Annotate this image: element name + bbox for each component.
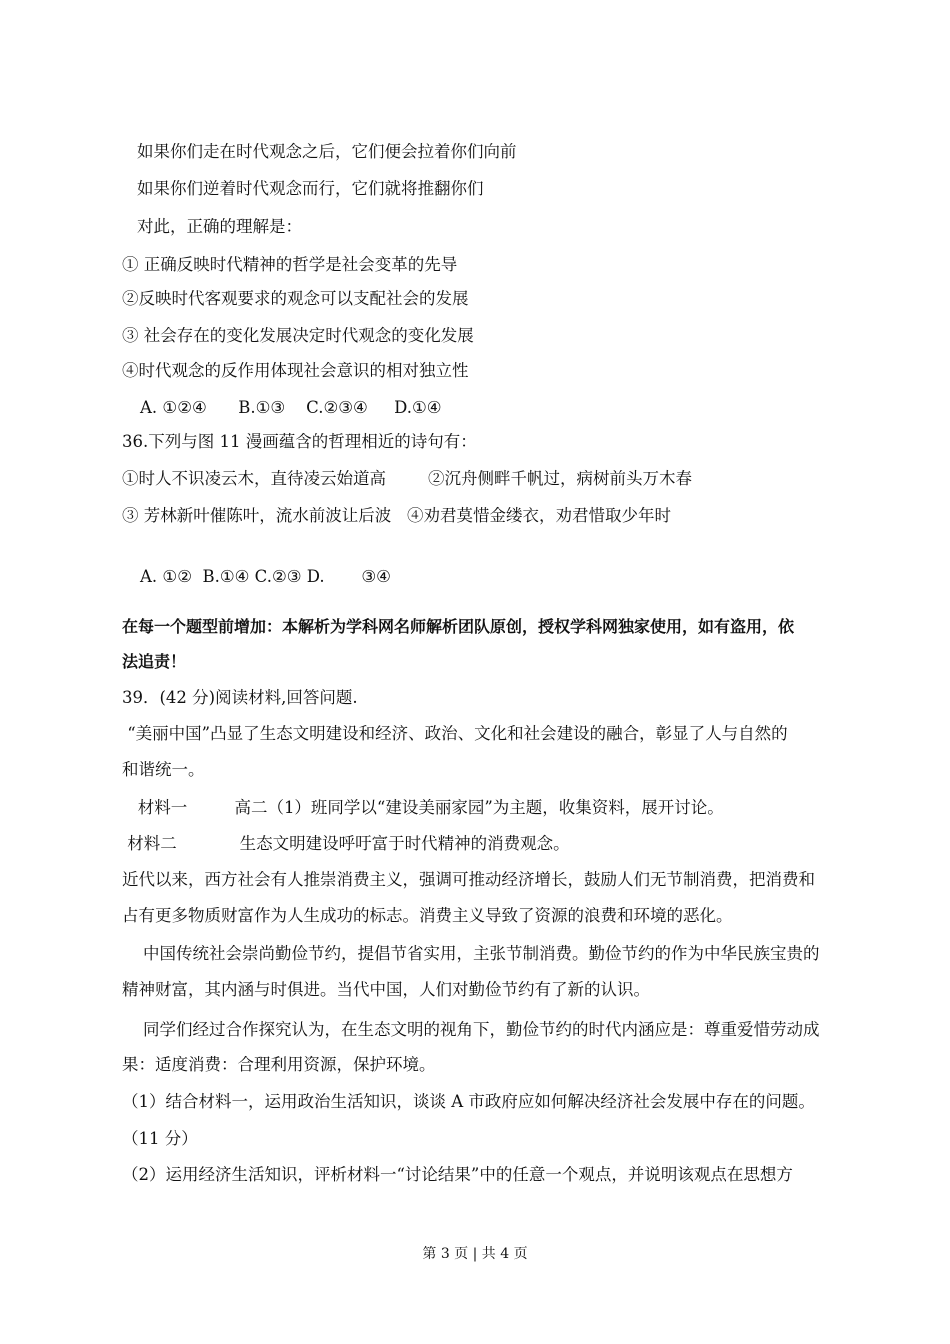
paragraph-line: 占有更多物质财富作为人生成功的标志。消费主义导致了资源的浪费和环境的恶化。: [122, 906, 733, 925]
paragraph-line: 近代以来，西方社会有人推崇消费主义，强调可推动经济增长，鼓励人们无节制消费，把消费和: [122, 870, 815, 889]
material-two: 材料二 生态文明建设呼吁富于时代精神的消费观念。: [122, 834, 570, 853]
quote-line: 对此，正确的理解是：: [137, 217, 302, 236]
sub-question: （1）结合材料一，运用政治生活知识，谈谈 A 市政府应如何解决经济社会发展中存在的问题。: [122, 1092, 815, 1111]
paragraph-line: 中国传统社会崇尚勤俭节约，提倡节省实用，主张节制消费。勤俭节约的作为中华民族宝贵的: [122, 944, 820, 963]
option-item: ③ 社会存在的变化发展决定时代观念的变化发展: [122, 326, 474, 345]
paragraph-line: 同学们经过合作探究认为，在生态文明的视角下，勤俭节约的时代内涵应是：尊重爱惜劳动成: [122, 1020, 820, 1039]
poem-options: ③ 芳林新叶催陈叶，流水前波让后波 ④劝君莫惜金缕衣，劝君惜取少年时: [122, 506, 671, 525]
paragraph-line: 果：适度消费：合理利用资源，保护环境。: [122, 1055, 436, 1074]
intro-text: “美丽中国”凸显了生态文明建设和经济、政治、文化和社会建设的融合，彰显了人与自然的: [122, 724, 788, 743]
sub-question: （2）运用经济生活知识，评析材料一“讨论结果”中的任意一个观点，并说明该观点在思想方: [122, 1165, 793, 1184]
copyright-notice: 法追责！: [122, 652, 187, 671]
question-stem: 36.下列与图 11 漫画蕴含的哲理相近的诗句有：: [122, 432, 477, 451]
intro-text: 和谐统一。: [122, 760, 205, 779]
quote-line: 如果你们逆着时代观念而行，它们就将推翻你们: [137, 179, 484, 198]
paragraph-line: 精神财富，其内涵与时俱进。当代中国，人们对勤俭节约有了新的认识。: [122, 980, 650, 999]
option-item: ① 正确反映时代精神的哲学是社会变革的先导: [122, 255, 458, 274]
material-one: 材料一 高二（1）班同学以“建设美丽家园”为主题，收集资料，展开讨论。: [122, 798, 724, 817]
quote-line: 如果你们走在时代观念之后，它们便会拉着你们向前: [137, 142, 517, 161]
copyright-notice: 在每一个题型前增加：本解析为学科网名师解析团队原创，授权学科网独家使用，如有盗用，依: [122, 617, 795, 636]
poem-options: ①时人不识凌云木，直待凌云始道高 ②沉舟侧畔千帆过，病树前头万木春: [122, 469, 692, 488]
sub-question: （11 分）: [122, 1129, 198, 1148]
option-item: ④时代观念的反作用体现社会意识的相对独立性: [122, 361, 469, 380]
answer-choices: A. ①② B.①④ C.②③ D. ③④: [140, 567, 391, 586]
question-stem: 39．(42 分)阅读材料,回答问题.: [122, 688, 358, 707]
answer-choices: A. ①②④ B.①③ C.②③④ D.①④: [140, 398, 442, 417]
page-footer: 第 3 页 | 共 4 页: [422, 1246, 528, 1262]
option-item: ②反映时代客观要求的观念可以支配社会的发展: [122, 289, 469, 308]
